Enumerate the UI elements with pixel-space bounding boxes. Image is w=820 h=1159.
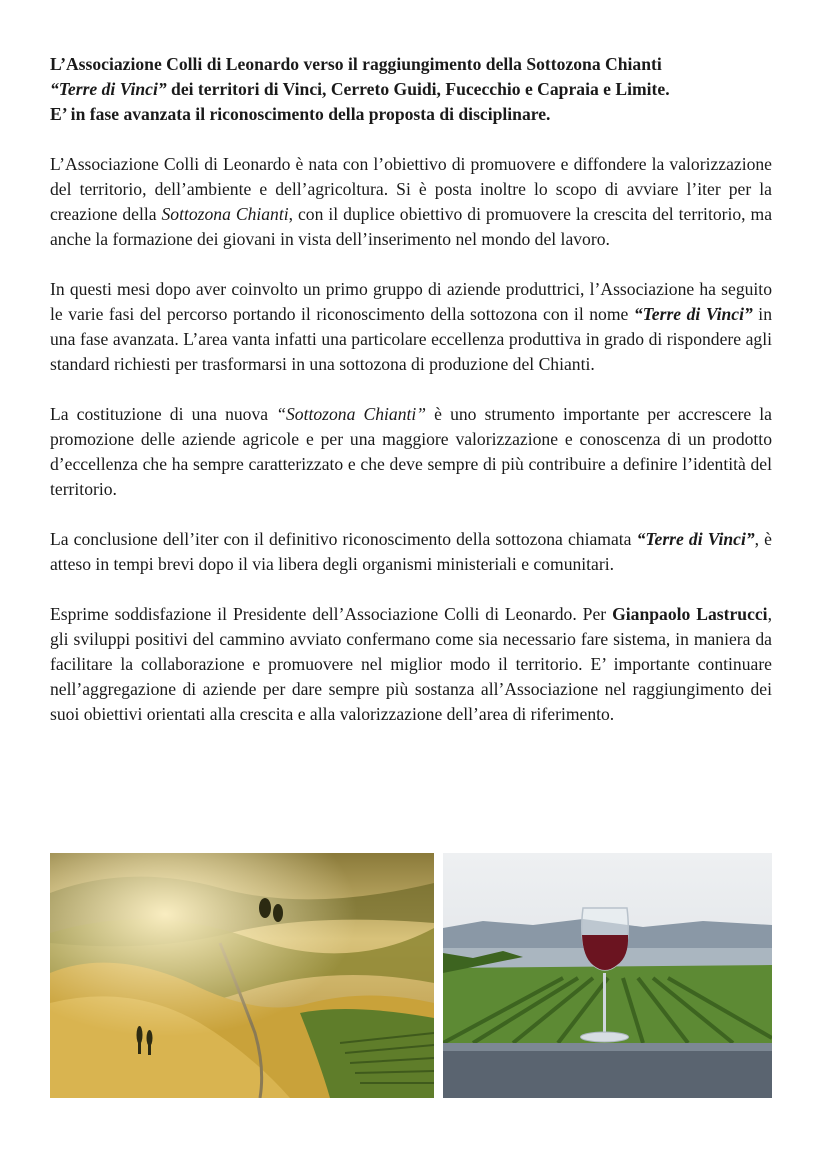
p3-emphasis: “Sottozona Chianti” [276,404,427,424]
heading-line-1: L’Associazione Colli di Leonardo verso il raggiungimento della Sottozona Chianti [50,54,662,74]
p3-text-b: è uno strumento importante per accrescere la promozione delle aziende agricole e per una maggiore valorizzazione e conoscenza di un prodotto d’eccellenza che ha sempre caratterizzato e che deve sempre di più contribuire a definire l’identità del territorio. [50,404,772,499]
p4-text-b: , è atteso in tempi brevi dopo il via libera degli organismi ministeriali e comunitari. [50,529,772,574]
paragraph-3 [50,402,772,502]
p2-text-a: In questi mesi dopo aver coinvolto un primo gruppo di aziende produttrici, l’Associazione ha seguito le varie fasi del percorso portando il riconoscimento della sottozona con il nome [50,279,772,324]
heading-line-2 [50,77,772,102]
p4-text-a: La conclusione dell’iter con il definitivo riconoscimento della sottozona chiamata [50,529,637,549]
p1-text-b: , con il duplice obiettivo di promuovere la crescita del territorio, ma anche la formazione dei giovani in vista dell’inserimento nel mondo del lavoro. [50,204,773,249]
p2-emphasis: “Terre di Vinci” [633,304,753,324]
photo-row [50,853,772,1098]
p5-text-b: , gli sviluppi positivi del cammino avviato confermano come sia necessario fare sistema, in maniera da facilitare la collaborazione e promuovere nel miglior modo il territorio. E’ importante continuare nell’aggregazione di aziende per dare sempre più sostanza all’Associazione nel raggiungimento dei suoi obiettivi orientati alla crescita e alla valorizzazione dell’area di riferimento. [50,604,772,724]
heading-line-2-rest: dei territori di Vinci, Cerreto Guidi, Fucecchio e Capraia e Limite. [166,79,670,99]
president-name: Gianpaolo Lastrucci [612,604,768,624]
p5-text-a: Esprime soddisfazione il Presidente dell’Associazione Colli di Leonardo. Per [50,604,613,624]
tuscan-hills-illustration [50,853,434,1098]
p4-emphasis: “Terre di Vinci” [636,529,755,549]
p1-emphasis: Sottozona Chianti [161,204,289,224]
tuscan-hills-photo [50,853,434,1098]
paragraph-5 [50,602,772,727]
p2-text-b: in una fase avanzata. L’area vanta infatti una particolare eccellenza produttiva in grado di rispondere agli standard richiesti per trasformarsi in una sottozona di produzione del Chianti. [50,304,772,374]
paragraph-1 [50,152,772,252]
wine-glass-vineyard-photo [443,853,772,1098]
p3-text-a: La costituzione di una nuova [50,404,277,424]
paragraph-4 [50,527,772,577]
p1-text-a: L’Associazione Colli di Leonardo è nata con l’obiettivo di promuovere e diffondere la valorizzazione del territorio, dell’ambiente e dell’agricoltura. Si è posta inoltre lo scopo di avviare l’iter per la creazione della [50,154,772,224]
paragraph-2 [50,277,772,377]
heading-line-3: E’ in fase avanzata il riconoscimento della proposta di disciplinare. [50,104,551,124]
article [50,52,772,727]
heading-quote: “Terre di Vinci” [50,79,167,99]
article-heading [50,52,772,127]
wine-glass-illustration [443,853,772,1098]
